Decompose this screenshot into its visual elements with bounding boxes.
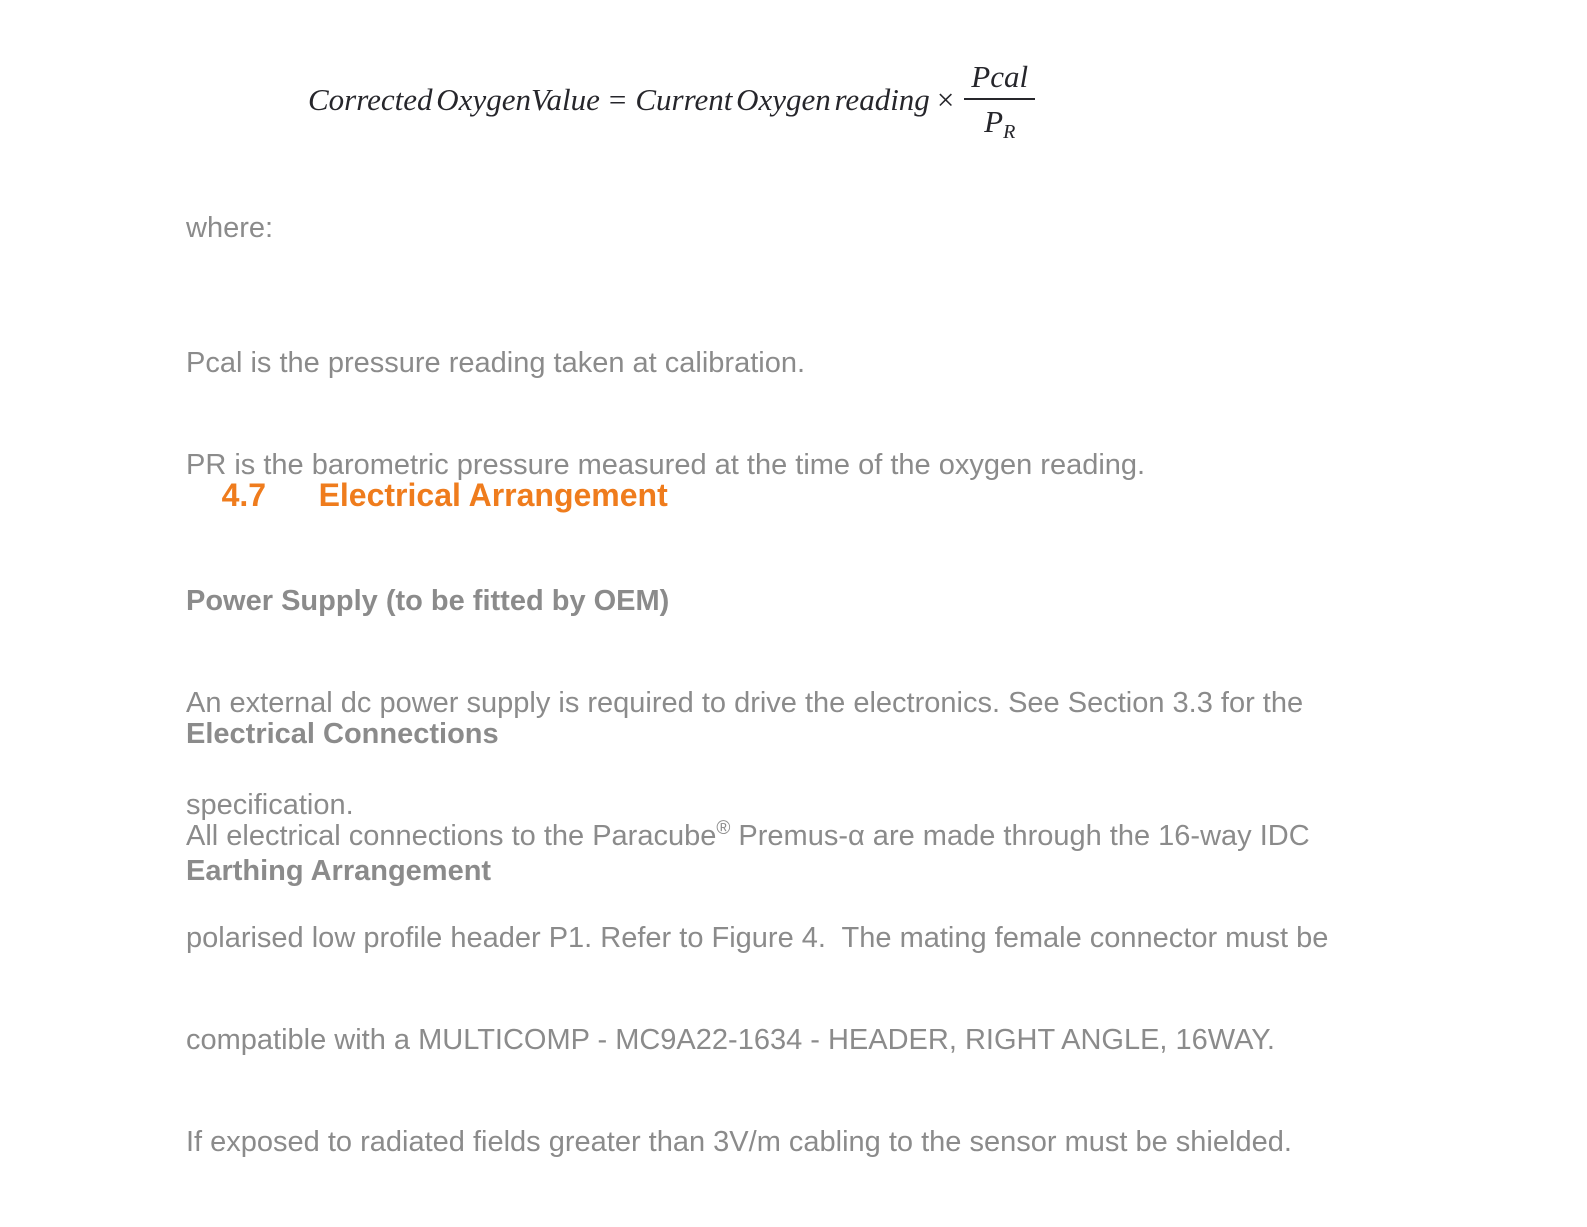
fraction-denominator-base: P xyxy=(984,104,1004,139)
electrical-connections-paragraph xyxy=(186,649,1328,1227)
oxygen-correction-formula xyxy=(308,59,1035,143)
formula-fraction xyxy=(964,59,1035,143)
power-supply-line-2: specification. xyxy=(186,789,354,821)
power-supply-line-1: An external dc power supply is required to drive the electronics. See Section 3.3 for the xyxy=(186,687,1304,719)
where-label: where: xyxy=(186,212,274,244)
electrical-connections-line-1 xyxy=(186,819,1328,853)
electrical-connections-line-4: If exposed to radiated fields greater than 3V/m cabling to the sensor must be shielded. xyxy=(186,1126,1292,1158)
connections-line1-post: Premus-α are made through the 16-way IDC xyxy=(730,820,1310,852)
section-title: Electrical Arrangement xyxy=(318,477,668,513)
formula-equals-sign: = xyxy=(608,81,627,117)
fraction-numerator: Pcal xyxy=(964,60,1035,100)
electrical-connections-line-3: compatible with a MULTICOMP - MC9A22-1634 - HEADER, RIGHT ANGLE, 16WAY. xyxy=(186,1024,1275,1056)
formula-lhs: Corrected OxygenValue xyxy=(308,81,600,117)
connections-line1-pre: All electrical connections to the Paracube xyxy=(186,820,717,852)
registered-trademark-symbol: ® xyxy=(716,818,731,839)
electrical-connections-line-2: polarised low profile header P1. Refer to Figure 4. The mating female connector must be xyxy=(186,922,1329,954)
definition-pcal: Pcal is the pressure reading taken at calibration. xyxy=(186,347,806,379)
electrical-connections-heading: Electrical Connections xyxy=(186,718,499,750)
earthing-arrangement-heading: Earthing Arrangement xyxy=(186,855,492,887)
formula-multiply-sign: × xyxy=(936,81,955,117)
fraction-denominator-subscript: R xyxy=(1003,121,1016,143)
fraction-denominator xyxy=(984,100,1016,143)
section-number: 4.7 xyxy=(221,477,267,513)
formula-rhs: Current Oxygen reading xyxy=(635,81,930,117)
power-supply-heading: Power Supply (to be fitted by OEM) xyxy=(186,585,670,617)
definition-pr: PR is the barometric pressure measured at the time of the oxygen reading. xyxy=(186,449,1146,481)
